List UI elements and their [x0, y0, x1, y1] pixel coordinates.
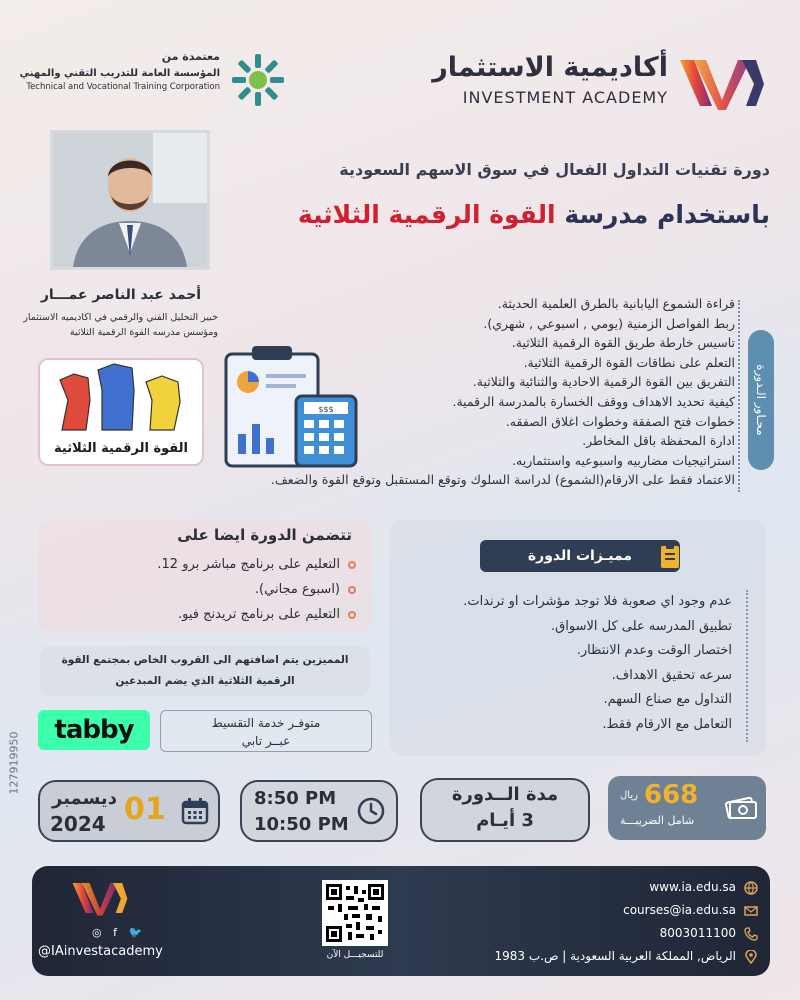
contact-email[interactable]	[438, 899, 758, 922]
vertical-id: 127919950	[7, 731, 21, 795]
includes-title: تتضمن الدورة ايضا على	[177, 526, 352, 544]
tabby-logo: tabby	[38, 710, 150, 750]
calendar-icon	[180, 796, 210, 826]
date-month: ديسمبر	[52, 788, 117, 809]
feature-item: عدم وجود اي صعوبة فلا توجد مؤشرات او ترندات.	[463, 594, 732, 609]
approved-by-label: معتمدة من	[161, 50, 220, 63]
instructor-name: أحمد عبد الناصر عمـــار	[40, 287, 202, 303]
course-title-main: باستخدام مدرسة	[555, 200, 770, 229]
axis-item: قراءة الشموع اليابانية بالطرق العلمية الحديثة.	[497, 296, 735, 311]
instructor-desc-line: خبير التحليل الفني والرقمي في اكاديميه الاستثمار	[23, 312, 218, 323]
footer	[32, 866, 770, 976]
price-pill	[608, 776, 766, 840]
price-currency: ريال	[620, 790, 638, 801]
instructor-portrait-icon	[53, 133, 207, 267]
features-header	[480, 540, 680, 572]
location-pin-icon	[744, 950, 758, 964]
axis-item: التفريق بين القوة الرقمية الاحادية والثنائية والثلاثية.	[472, 374, 735, 390]
email-text: courses@ia.edu.sa	[623, 903, 736, 917]
features-divider	[746, 590, 748, 742]
axis-item: الاعتماد فقط على الارقام(الشموع) لدراسة السلوك وتوقع المستقبل وتوقع القوة والضعف.	[270, 472, 735, 488]
qr-code-icon	[326, 884, 384, 942]
include-item-text: (اسبوع مجاني).	[254, 582, 340, 597]
feature-item: تطبيق المدرسه على كل الاسواق.	[551, 618, 732, 634]
phone-text: 8003011100	[659, 926, 736, 940]
social-handle[interactable]: @IAinvestacademy	[38, 944, 163, 959]
contact-phone[interactable]	[438, 922, 758, 945]
group-note-line: الرقمية الثلاثية الذي يضم المبدعين	[115, 675, 295, 687]
calculator-display: $$$	[318, 405, 334, 414]
include-item	[56, 602, 356, 627]
course-subtitle: دورة تقنيات التداول الفعال في سوق الاسهم السعودية	[339, 160, 770, 179]
axis-item: ربط الفواصل الزمنية (يومي , اسبوعي , شهري).	[483, 315, 735, 331]
include-item-text: التعليم على برنامج تريدنج فيو.	[177, 607, 340, 622]
axis-item: كيفية تحديد الاهداف ووقف الخسارة بالمدرسة الرقمية.	[452, 393, 735, 409]
features-list	[402, 590, 732, 737]
axes-divider	[738, 300, 740, 492]
time-pill	[240, 780, 398, 842]
money-icon	[724, 790, 758, 824]
installments-note	[160, 710, 372, 752]
clock-icon	[356, 796, 386, 826]
academy-mark-icon	[70, 878, 130, 918]
price-tax-note: شامل الضريبـــة	[620, 814, 695, 827]
academy-logo	[432, 52, 768, 112]
tvtc-logo	[19, 50, 290, 110]
website-text: www.ia.edu.sa	[649, 880, 736, 894]
features-title: مميـزات الدورة	[527, 548, 633, 564]
three-power-label: القوة الرقمية الثلاثية	[54, 441, 188, 456]
time-start: 8:50 PM	[254, 788, 337, 809]
contact-address	[438, 945, 758, 968]
feature-item: اختصار الوقت وعدم الانتظار.	[576, 643, 732, 658]
instructor-desc-line: ومؤسس مدرسه القوة الرقمية الثلاثية	[69, 327, 218, 338]
bullet-icon	[348, 586, 356, 594]
date-day: 01	[124, 792, 166, 827]
duration-label: مدة الــدورة	[451, 784, 559, 805]
course-title	[230, 200, 770, 229]
features-panel	[390, 520, 766, 756]
contact-website[interactable]	[438, 876, 758, 899]
academy-name-ar: أكاديمية الاستثمار	[432, 52, 668, 83]
address-text: الرياض, المملكة العربية السعودية | ص.ب 1983	[494, 949, 736, 963]
bullet-icon	[348, 611, 356, 619]
feature-item: التداول مع صناع السهم.	[603, 692, 732, 707]
installments-line: عبــر تابي	[241, 734, 291, 748]
duration-value: 3 أيـام	[476, 810, 534, 831]
axis-item: خطوات فتح الصفقة وخطوات اغلاق الصفقه.	[505, 413, 735, 429]
time-end: 10:50 PM	[254, 814, 349, 835]
course-title-accent: القوة الرقمية الثلاثية	[297, 200, 556, 229]
email-icon	[744, 904, 758, 918]
axes-tab	[748, 330, 774, 470]
feature-item: التعامل مع الارقام فقط.	[602, 716, 732, 732]
group-note	[40, 646, 370, 696]
axis-item: استراتيجيات مضاربيه واسبوعيه واستثماريه.	[512, 452, 735, 468]
installments-line: متوفـر خدمة التقسيط	[211, 716, 321, 730]
includes-list	[56, 552, 356, 627]
phone-icon	[744, 927, 758, 941]
raised-fists-icon	[40, 360, 202, 440]
social-icons[interactable]: ◎ f 🐦	[92, 926, 147, 939]
feature-item: سرعه تحقيق الاهداف.	[611, 667, 732, 683]
three-power-badge	[38, 358, 204, 466]
axes-tab-label: محـاور الـدورة	[754, 364, 768, 436]
includes-panel	[38, 520, 372, 632]
include-item-text: التعليم على برنامج مباشر برو 12.	[157, 557, 340, 572]
group-note-line: المميزين يتم اضافتهم الى القروب الخاص بمجتمع القوة	[61, 654, 349, 666]
clipboard-icon	[656, 542, 684, 570]
contact-list	[438, 876, 758, 968]
clipboard-calculator-icon	[222, 338, 362, 470]
tvtc-name-en: Technical and Vocational Training Corporation	[26, 82, 220, 92]
qr-caption: للتسجيـــل الآن	[326, 950, 384, 960]
tvtc-mark-icon	[230, 52, 286, 108]
axis-item: تاسيس خارطة طريق القوة الرقمية الثلاثية.	[511, 335, 735, 351]
instructor-photo	[50, 130, 210, 270]
include-item	[56, 552, 356, 577]
academy-mark-icon	[676, 54, 768, 112]
price-value: 668	[644, 780, 699, 810]
axis-item: التعلم على نطاقات القوة الرقمية الثلاثية.	[523, 354, 735, 370]
tvtc-name-ar: المؤسسة العامة للتدريب التقني والمهني	[19, 68, 220, 79]
academy-name-en: INVESTMENT ACADEMY	[462, 88, 668, 107]
duration-pill	[420, 778, 590, 842]
axis-item: ادارة المحفظة باقل المخاطر.	[582, 433, 735, 449]
include-item	[56, 577, 356, 602]
date-pill	[38, 780, 220, 842]
bullet-icon	[348, 561, 356, 569]
globe-icon	[744, 881, 758, 895]
qr-code[interactable]	[322, 880, 388, 946]
date-year: 2024	[50, 812, 106, 836]
